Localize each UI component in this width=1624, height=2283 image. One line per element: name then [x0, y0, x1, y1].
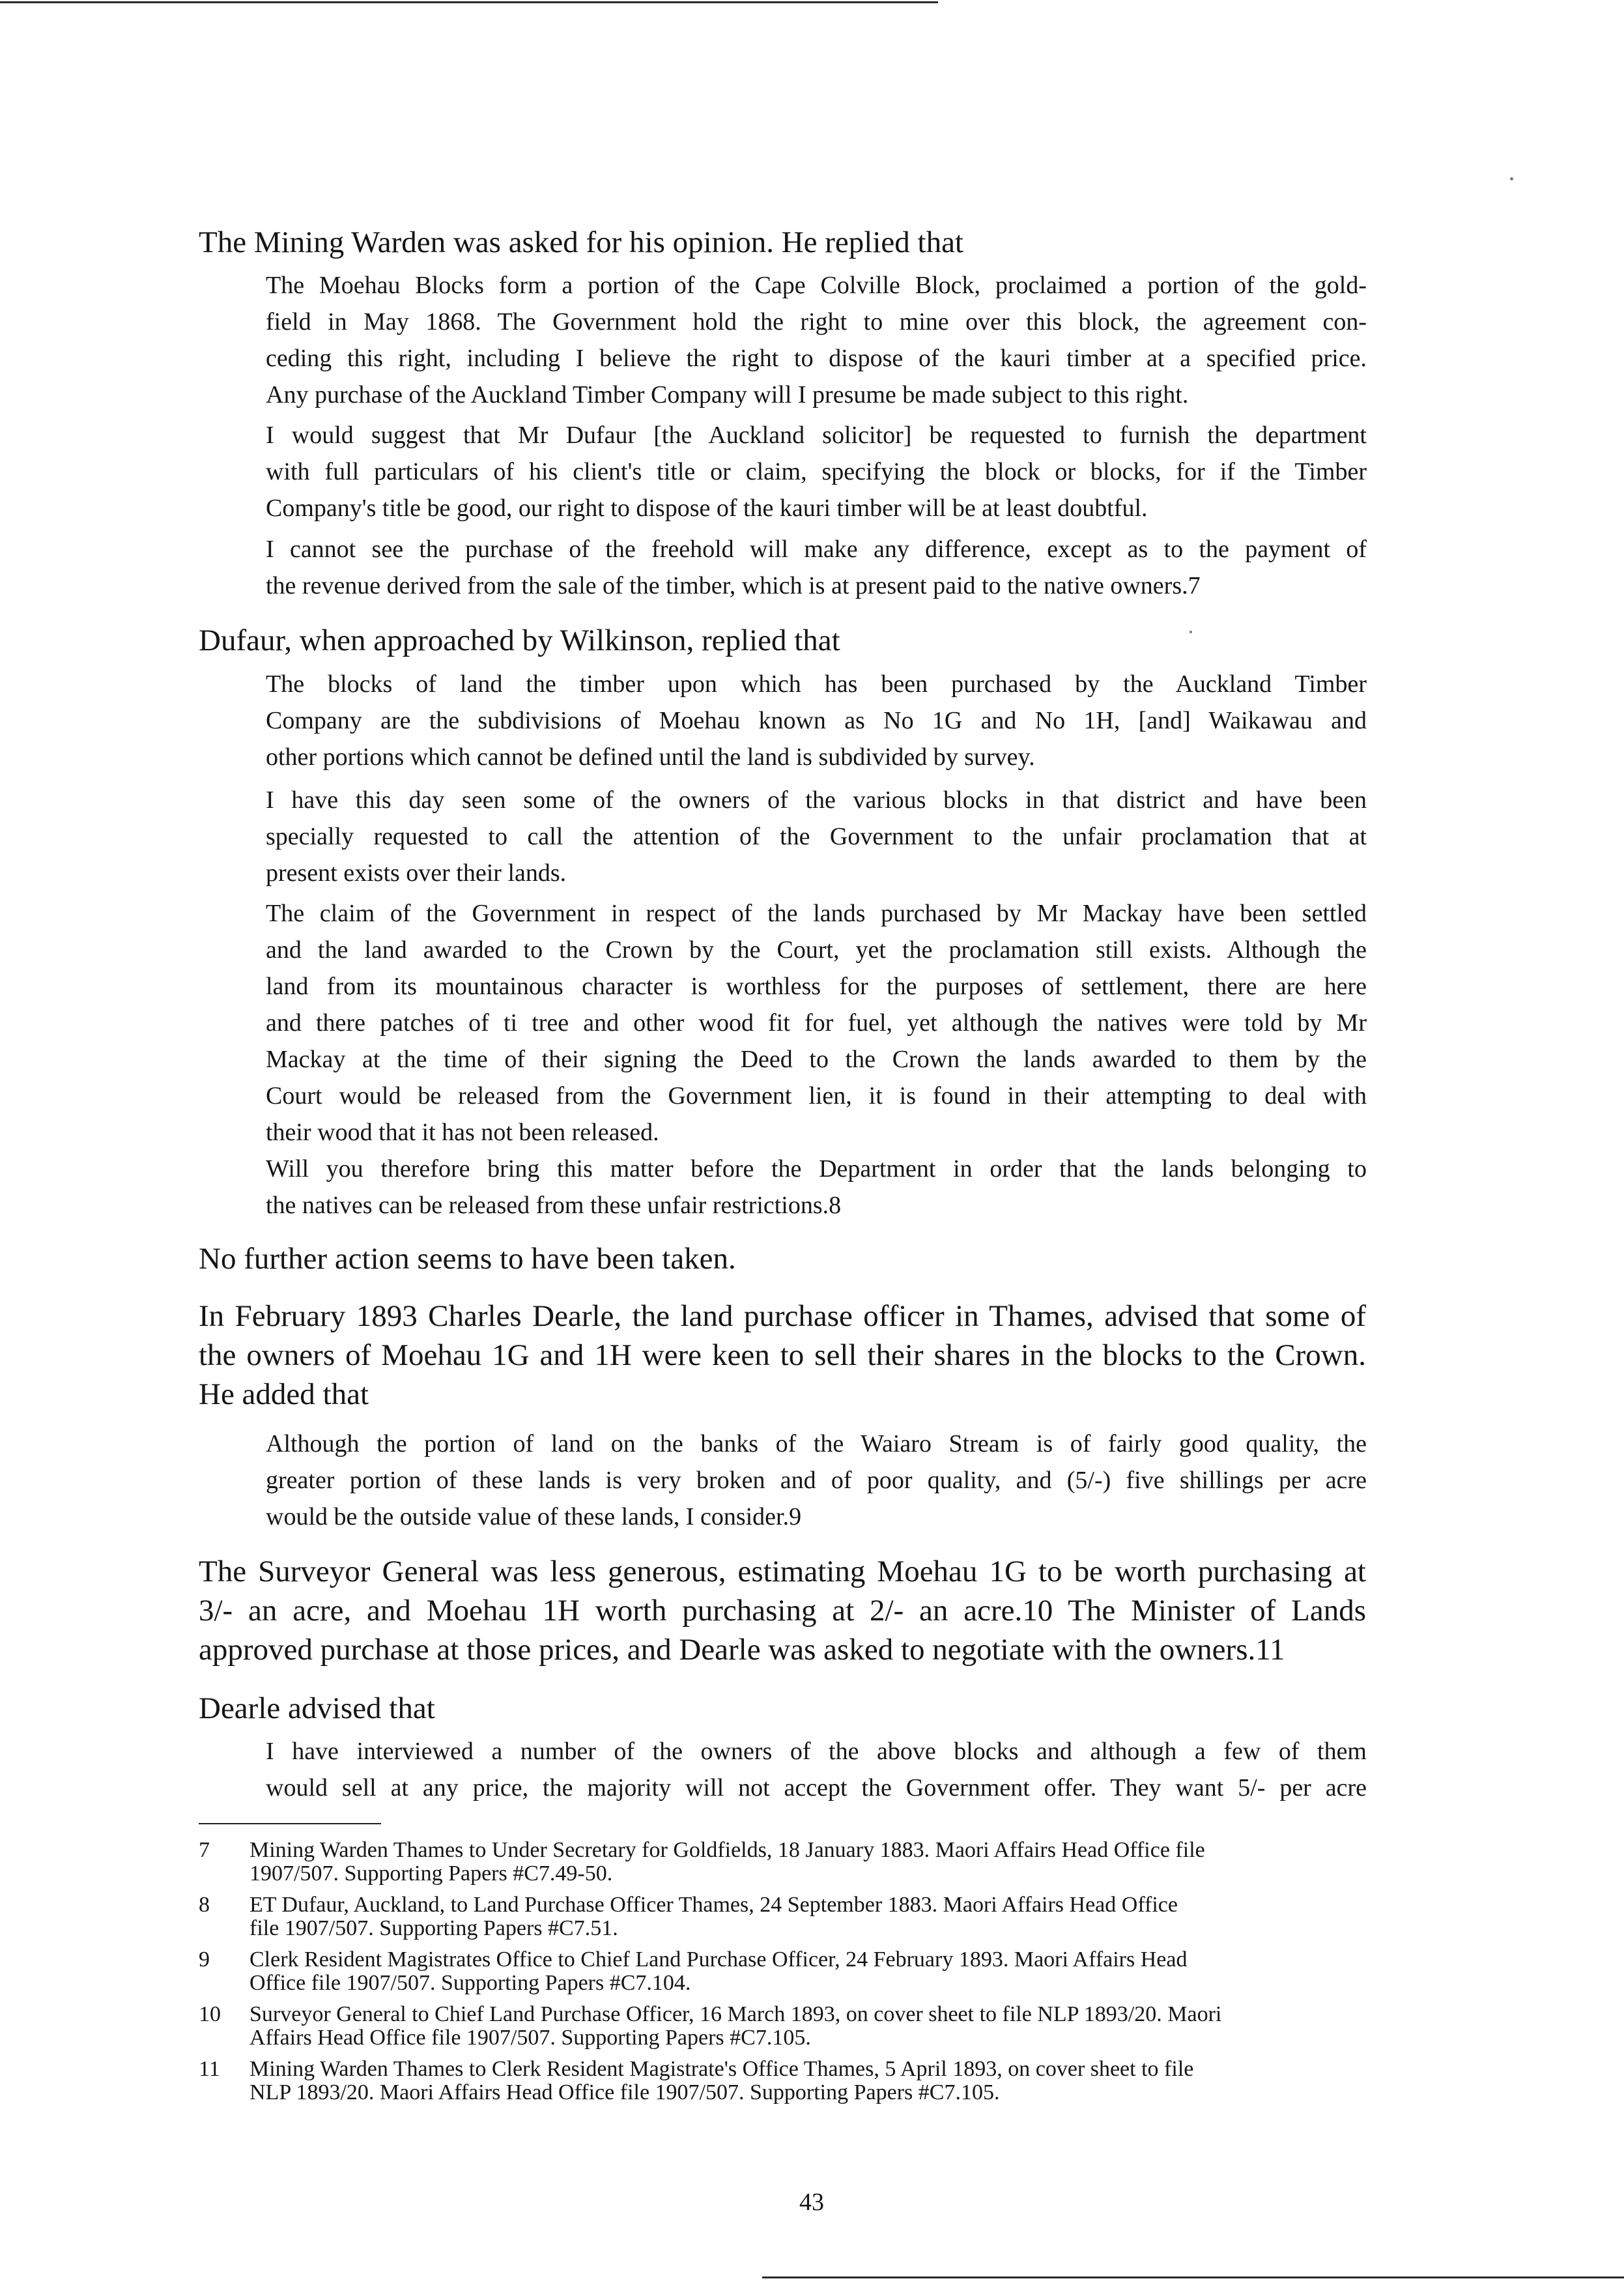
top-rule: [0, 1, 938, 3]
quote-line: The Moehau Blocks form a portion of the Cape Colville Block, proclaimed a portion of the gold-: [266, 272, 1367, 299]
footnote-10: [199, 2003, 1365, 2050]
paragraph-dearle-february: [199, 1297, 1366, 1414]
paragraph-line: the owners of Moehau 1G and 1H were keen to sell their shares in the blocks to the Crown.: [199, 1338, 1366, 1372]
footnote-line: Mining Warden Thames to Under Secretary for Goldfields, 18 January 1883. Maori Affairs Head Office file: [249, 1838, 1205, 1862]
quote-line: land from its mountainous character is worthless for the purposes of settlement, there are here: [266, 973, 1367, 1000]
quote-moehau-blocks: [266, 267, 1367, 413]
footnote-9: [199, 1948, 1365, 1995]
quote-line: other portions which cannot be defined until the land is subdivided by survey.: [266, 743, 1035, 771]
footnote-separator: [199, 1823, 381, 1824]
quote-line: Company's title be good, our right to dispose of the kauri timber will be at least doubtful.: [266, 495, 1148, 522]
quote-line: The claim of the Government in respect of the lands purchased by Mr Mackay have been settled: [266, 900, 1367, 927]
quote-line: Will you therefore bring this matter before the Department in order that the lands belonging to: [266, 1155, 1367, 1183]
paragraph-mining-warden: The Mining Warden was asked for his opinion. He replied that: [199, 225, 963, 259]
quote-line: with full particulars of his client's title or claim, specifying the block or blocks, for if the Timber: [266, 458, 1367, 485]
paragraph-dearle-advised: Dearle advised that: [199, 1691, 435, 1725]
quote-line: Company are the subdivisions of Moehau known as No 1G and No 1H, [and] Waikawau and: [266, 707, 1367, 734]
footnote-line: Mining Warden Thames to Clerk Resident Magistrate's Office Thames, 5 April 1893, on cover sheet to file: [249, 2057, 1194, 2081]
paragraph-line: 3/- an acre, and Moehau 1H worth purchasing at 2/- an acre.10 The Minister of Lands: [199, 1594, 1366, 1628]
quote-waiaro-stream: [266, 1426, 1367, 1535]
quote-line: the natives can be released from these unfair restrictions.8: [266, 1192, 842, 1219]
quote-line: present exists over their lands.: [266, 859, 567, 887]
footnote-number: 7: [199, 1838, 210, 1862]
quote-line: field in May 1868. The Government hold the right to mine over this block, the agreement con-: [266, 308, 1367, 336]
quote-line: Although the portion of land on the banks of the Waiaro Stream is of fairly good quality, the: [266, 1430, 1367, 1457]
paragraph-surveyor-general: [199, 1552, 1366, 1669]
footnote-line: ET Dufaur, Auckland, to Land Purchase Officer Thames, 24 September 1883. Maori Affairs Head Office: [249, 1893, 1178, 1917]
quote-line: Mackay at the time of their signing the Deed to the Crown the lands awarded to them by the: [266, 1046, 1367, 1073]
bottom-rule: [762, 2276, 1624, 2278]
quote-line: I cannot see the purchase of the freehold will make any difference, except as to the payment of: [266, 536, 1367, 563]
scan-speck: [1510, 177, 1513, 180]
quote-interviewed-owners: [266, 1733, 1367, 1806]
page-number: 43: [799, 2189, 824, 2216]
quote-line: and there patches of ti tree and other wood fit for fuel, yet although the natives were told by Mr: [266, 1009, 1367, 1037]
paragraph-line: He added that: [199, 1377, 369, 1411]
quote-dufaur-request: [266, 417, 1367, 526]
quote-line: greater portion of these lands is very broken and of poor quality, and (5/-) five shillings per acre: [266, 1467, 1367, 1494]
paragraph-line: The Surveyor General was less generous, estimating Moehau 1G to be worth purchasing at: [199, 1555, 1366, 1588]
quote-line: I would suggest that Mr Dufaur [the Auckland solicitor] be requested to furnish the department: [266, 422, 1367, 449]
footnote-number: 8: [199, 1893, 210, 1917]
paragraph-no-further-action: No further action seems to have been taken.: [199, 1242, 736, 1276]
paragraph-dufaur: Dufaur, when approached by Wilkinson, replied that: [199, 624, 840, 657]
scan-speck: [1190, 631, 1192, 633]
footnote-line: 1907/507. Supporting Papers #C7.49-50.: [249, 1861, 613, 1886]
quote-line: Court would be released from the Government lien, it is found in their attempting to deal with: [266, 1082, 1367, 1110]
footnote-line: file 1907/507. Supporting Papers #C7.51.: [249, 1916, 618, 1940]
quote-line: Any purchase of the Auckland Timber Company will I presume be made subject to this right.: [266, 381, 1189, 409]
quote-line: would sell at any price, the majority will not accept the Government offer. They want 5/- per acre: [266, 1774, 1367, 1802]
footnote-7: [199, 1839, 1365, 1886]
quote-line: their wood that it has not been released.: [266, 1119, 659, 1146]
quote-line: I have interviewed a number of the owners of the above blocks and although a few of them: [266, 1738, 1367, 1765]
footnote-line: Office file 1907/507. Supporting Papers #C7.104.: [249, 1971, 691, 1995]
footnote-line: Affairs Head Office file 1907/507. Supporting Papers #C7.105.: [249, 2026, 811, 2050]
footnote-11: [199, 2058, 1365, 2104]
footnote-number: 11: [199, 2057, 220, 2081]
footnote-number: 9: [199, 1947, 210, 1972]
quote-blocks-of-land: [266, 666, 1367, 775]
quote-freehold: [266, 531, 1367, 604]
quote-line: and the land awarded to the Crown by the Court, yet the proclamation still exists. Although the: [266, 936, 1367, 964]
quote-line: would be the outside value of these lands, I consider.9: [266, 1503, 802, 1530]
footnote-line: Surveyor General to Chief Land Purchase Officer, 16 March 1893, on cover sheet to file NLP 1893/20. Maori: [249, 2002, 1222, 2026]
quote-line: The blocks of land the timber upon which has been purchased by the Auckland Timber: [266, 670, 1367, 698]
footnote-line: NLP 1893/20. Maori Affairs Head Office file 1907/507. Supporting Papers #C7.105.: [249, 2080, 1000, 2104]
footnote-number: 10: [199, 2002, 221, 2026]
quote-government-claim: [266, 895, 1367, 1151]
paragraph-line: approved purchase at those prices, and Dearle was asked to negotiate with the owners.11: [199, 1633, 1285, 1667]
quote-line: specially requested to call the attention of the Government to the unfair proclamation that at: [266, 823, 1367, 850]
quote-line: ceding this right, including I believe the right to dispose of the kauri timber at a specified price.: [266, 345, 1367, 372]
footnote-8: [199, 1893, 1365, 1940]
paragraph-line: In February 1893 Charles Dearle, the land purchase officer in Thames, advised that some of: [199, 1299, 1366, 1333]
quote-line: the revenue derived from the sale of the timber, which is at present paid to the native owners.7: [266, 572, 1201, 599]
quote-department-request: [266, 1151, 1367, 1224]
quote-owners-seen: [266, 782, 1367, 891]
footnote-line: Clerk Resident Magistrates Office to Chief Land Purchase Officer, 24 February 1893. Maori Affairs Head: [249, 1947, 1188, 1972]
quote-line: I have this day seen some of the owners of the various blocks in that district and have been: [266, 786, 1367, 814]
